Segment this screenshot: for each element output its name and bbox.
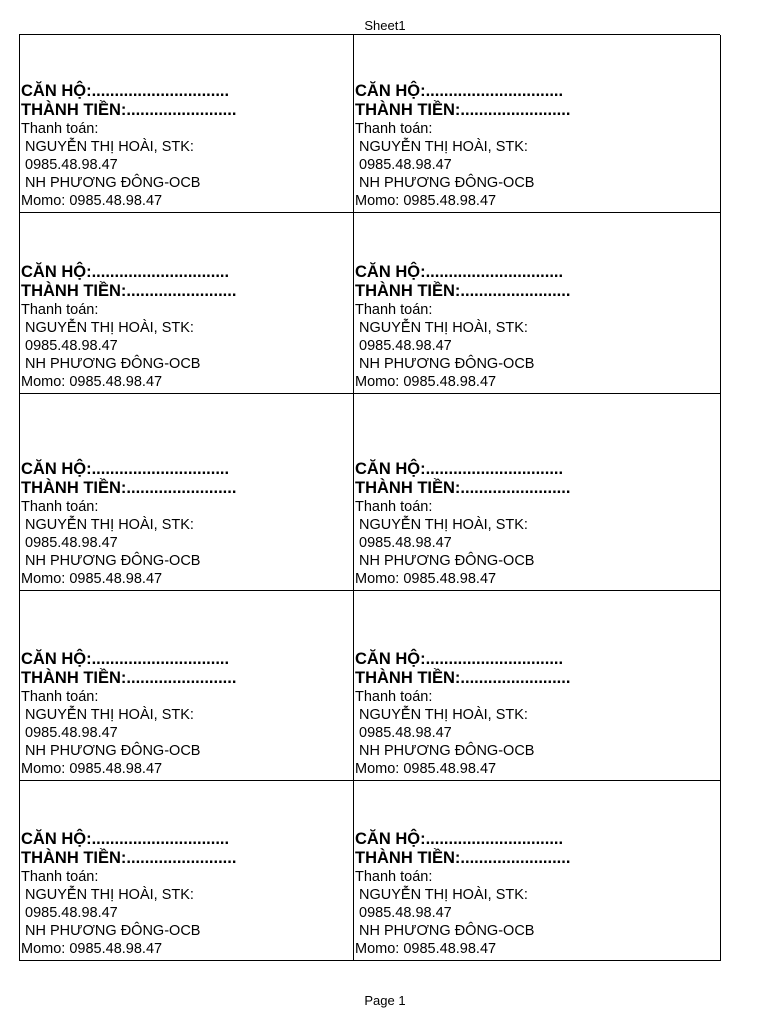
account-number: 0985.48.98.47 — [359, 338, 452, 354]
amount-label: THÀNH TIỀN:........................ — [355, 849, 571, 867]
payment-card — [20, 591, 354, 781]
payment-card — [20, 781, 354, 961]
apartment-label: CĂN HỘ:.............................. — [21, 830, 230, 848]
payment-label: Thanh toán: — [21, 499, 99, 515]
payment-card — [20, 213, 354, 394]
bank-name: NH PHƯƠNG ĐÔNG-OCB — [359, 743, 535, 759]
account-number: 0985.48.98.47 — [25, 535, 118, 551]
account-name: NGUYỄN THỊ HOÀI, STK: — [25, 707, 194, 723]
momo-info: Momo: 0985.48.98.47 — [355, 571, 497, 587]
account-number: 0985.48.98.47 — [359, 905, 452, 921]
payment-label: Thanh toán: — [21, 689, 99, 705]
account-name: NGUYỄN THỊ HOÀI, STK: — [359, 139, 528, 155]
account-number: 0985.48.98.47 — [359, 535, 452, 551]
amount-label: THÀNH TIỀN:........................ — [21, 669, 237, 687]
momo-info: Momo: 0985.48.98.47 — [21, 374, 163, 390]
momo-info: Momo: 0985.48.98.47 — [355, 193, 497, 209]
account-name: NGUYỄN THỊ HOÀI, STK: — [25, 320, 194, 336]
payment-label: Thanh toán: — [355, 121, 433, 137]
payment-card — [354, 35, 721, 213]
bank-name: NH PHƯƠNG ĐÔNG-OCB — [25, 743, 201, 759]
bank-name: NH PHƯƠNG ĐÔNG-OCB — [25, 356, 201, 372]
payment-card — [354, 781, 721, 961]
payment-label: Thanh toán: — [355, 302, 433, 318]
account-number: 0985.48.98.47 — [25, 157, 118, 173]
bank-name: NH PHƯƠNG ĐÔNG-OCB — [25, 175, 201, 191]
amount-label: THÀNH TIỀN:........................ — [21, 101, 237, 119]
account-number: 0985.48.98.47 — [359, 725, 452, 741]
bank-name: NH PHƯƠNG ĐÔNG-OCB — [25, 923, 201, 939]
apartment-label: CĂN HỘ:.............................. — [21, 460, 230, 478]
apartment-label: CĂN HỘ:.............................. — [355, 830, 564, 848]
amount-label: THÀNH TIỀN:........................ — [355, 101, 571, 119]
apartment-label: CĂN HỘ:.............................. — [21, 263, 230, 281]
payment-card — [20, 394, 354, 591]
payment-card — [354, 213, 721, 394]
payment-card — [20, 35, 354, 213]
momo-info: Momo: 0985.48.98.47 — [21, 193, 163, 209]
account-number: 0985.48.98.47 — [359, 157, 452, 173]
sheet-title: Sheet1 — [364, 18, 406, 33]
apartment-label: CĂN HỘ:.............................. — [355, 460, 564, 478]
amount-label: THÀNH TIỀN:........................ — [21, 479, 237, 497]
apartment-label: CĂN HỘ:.............................. — [21, 82, 230, 100]
account-name: NGUYỄN THỊ HOÀI, STK: — [359, 887, 528, 903]
apartment-label: CĂN HỘ:.............................. — [355, 263, 564, 281]
account-name: NGUYỄN THỊ HOÀI, STK: — [25, 517, 194, 533]
amount-label: THÀNH TIỀN:........................ — [355, 479, 571, 497]
bank-name: NH PHƯƠNG ĐÔNG-OCB — [359, 923, 535, 939]
bank-name: NH PHƯƠNG ĐÔNG-OCB — [359, 175, 535, 191]
payment-card-grid — [19, 34, 720, 961]
page-number: Page 1 — [364, 993, 406, 1008]
bank-name: NH PHƯƠNG ĐÔNG-OCB — [359, 553, 535, 569]
payment-card — [354, 591, 721, 781]
amount-label: THÀNH TIỀN:........................ — [355, 282, 571, 300]
payment-card — [354, 394, 721, 591]
payment-label: Thanh toán: — [21, 121, 99, 137]
momo-info: Momo: 0985.48.98.47 — [355, 761, 497, 777]
account-number: 0985.48.98.47 — [25, 725, 118, 741]
payment-label: Thanh toán: — [355, 869, 433, 885]
payment-label: Thanh toán: — [355, 499, 433, 515]
payment-label: Thanh toán: — [21, 302, 99, 318]
account-name: NGUYỄN THỊ HOÀI, STK: — [359, 517, 528, 533]
account-name: NGUYỄN THỊ HOÀI, STK: — [25, 139, 194, 155]
momo-info: Momo: 0985.48.98.47 — [21, 941, 163, 957]
apartment-label: CĂN HỘ:.............................. — [21, 650, 230, 668]
bank-name: NH PHƯƠNG ĐÔNG-OCB — [359, 356, 535, 372]
momo-info: Momo: 0985.48.98.47 — [355, 374, 497, 390]
amount-label: THÀNH TIỀN:........................ — [21, 282, 237, 300]
account-name: NGUYỄN THỊ HOÀI, STK: — [359, 320, 528, 336]
account-name: NGUYỄN THỊ HOÀI, STK: — [25, 887, 194, 903]
payment-label: Thanh toán: — [21, 869, 99, 885]
amount-label: THÀNH TIỀN:........................ — [355, 669, 571, 687]
apartment-label: CĂN HỘ:.............................. — [355, 650, 564, 668]
account-number: 0985.48.98.47 — [25, 338, 118, 354]
apartment-label: CĂN HỘ:.............................. — [355, 82, 564, 100]
momo-info: Momo: 0985.48.98.47 — [355, 941, 497, 957]
bank-name: NH PHƯƠNG ĐÔNG-OCB — [25, 553, 201, 569]
account-number: 0985.48.98.47 — [25, 905, 118, 921]
amount-label: THÀNH TIỀN:........................ — [21, 849, 237, 867]
momo-info: Momo: 0985.48.98.47 — [21, 761, 163, 777]
account-name: NGUYỄN THỊ HOÀI, STK: — [359, 707, 528, 723]
momo-info: Momo: 0985.48.98.47 — [21, 571, 163, 587]
payment-label: Thanh toán: — [355, 689, 433, 705]
